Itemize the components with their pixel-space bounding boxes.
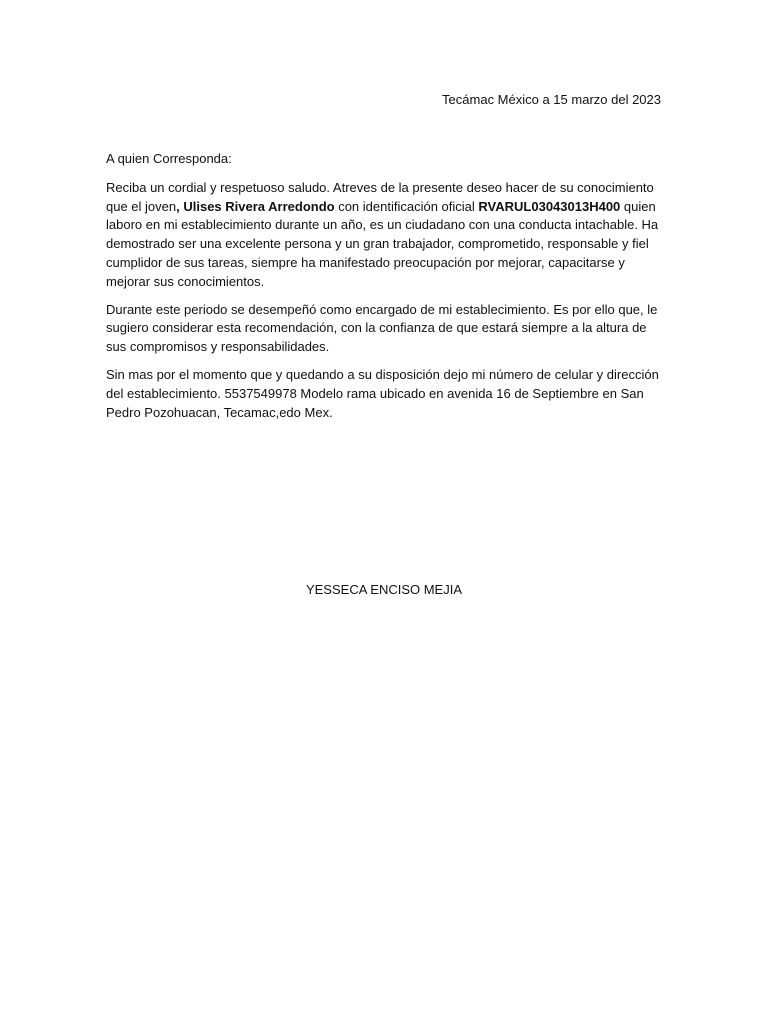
paragraph-intro-part3: quien laboro en mi establecimiento durante un año, es un ciudadano con una conducta intachable. Ha demostrado ser una excelente persona y un gran trabajador, comprometido, responsable y fiel cumplidor de sus tareas, siempre ha manifestado preocupación por mejorar, capacitarse y mejorar sus conocimientos.: [106, 198, 659, 289]
paragraph-intro: [106, 179, 662, 292]
date-line: Tecámac México a 15 marzo del 2023: [442, 92, 661, 107]
paragraph-intro-part2: con identificación oficial: [334, 198, 479, 214]
paragraph-contact: Sin mas por el momento que y quedando a su disposición dejo mi número de celular y dirección del establecimiento. 5537549978 Modelo rama ubicado en avenida 16 de Septiembre en San Pedro Pozohuacan, Tecamac,edo Mex.: [106, 366, 659, 420]
letter-body: [106, 150, 662, 431]
paragraph-role: Durante este periodo se desempeñó como encargado de mi establecimiento. Es por ello que, le sugiero considerar esta recomendación, con la confianza de que estará siempre a la altura de sus compromisos y responsabilidades.: [106, 301, 658, 355]
paragraph-intro-part1: Reciba un cordial y respetuoso saludo. Atreves de la presente deseo hacer de su conocimiento que el joven: [106, 179, 654, 214]
signature-name: YESSECA ENCISO MEJIA: [305, 582, 463, 597]
employee-name: , Ulises Rivera Arredondo: [176, 198, 335, 214]
salutation: A quien Corresponda:: [106, 151, 232, 166]
employee-id-number: RVARUL03043013H400: [478, 198, 621, 214]
